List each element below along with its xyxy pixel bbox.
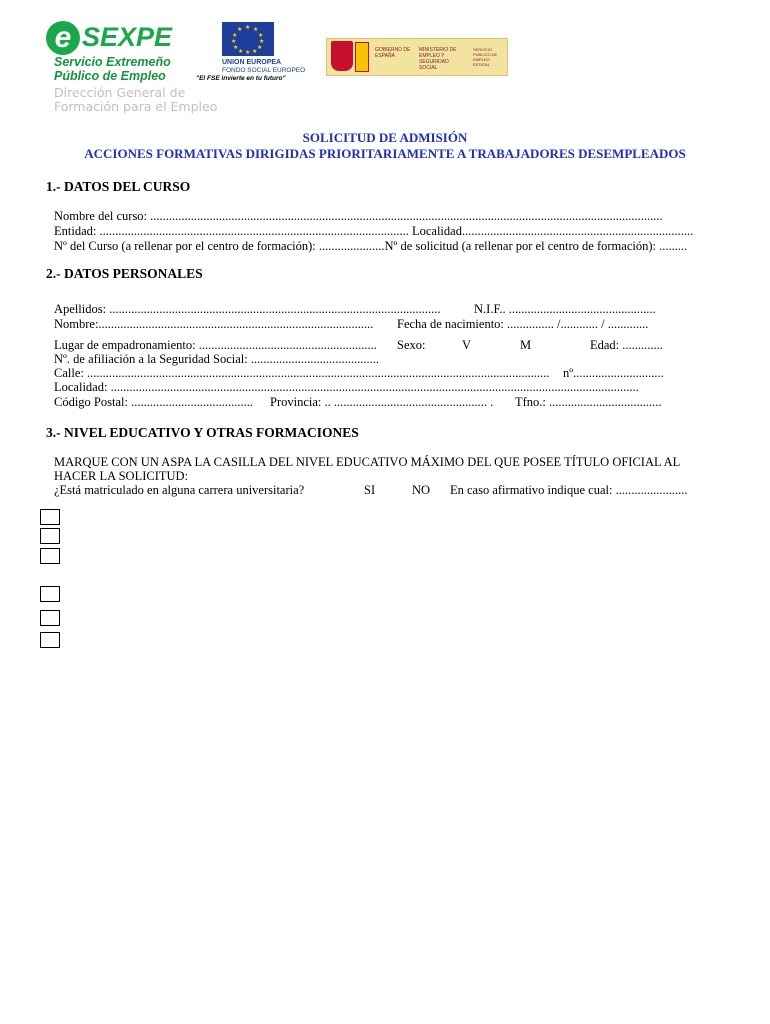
eu-label: UNION EUROPEA xyxy=(222,59,282,66)
universidad-si-option[interactable]: SI xyxy=(364,483,376,497)
universidad-no-option[interactable]: NO xyxy=(412,483,431,497)
form-title: SOLICITUD DE ADMISIÓN xyxy=(302,130,468,145)
entidad-localidad-field[interactable]: Entidad: ................................................................................................... Localidad.......................................................................... xyxy=(54,224,694,238)
fecha-nacimiento-field[interactable]: Fecha de nacimiento: ............... /............ / ............. xyxy=(397,317,649,331)
sepe-label: SERVICIO PÚBLICO DE EMPLEO ESTATAL xyxy=(473,47,498,67)
fse-label: FONDO SOCIAL EUROPEO xyxy=(222,67,306,74)
ministerio-label: MINISTERIO DE EMPLEO Y SEGURIDAD SOCIAL xyxy=(419,47,457,71)
sexpe-logo-icon: e xyxy=(46,21,80,55)
section-datos-curso-heading: 1.- DATOS DEL CURSO xyxy=(46,179,191,194)
sexpe-subtitle-1: Servicio Extremeño xyxy=(54,55,171,69)
sexpe-logo-name: SEXPE xyxy=(82,22,173,52)
eu-flag-icon: ★ ★ ★ ★ ★ ★ ★ ★ ★ ★ ★ ★ xyxy=(222,22,274,56)
apellidos-field[interactable]: Apellidos: .......................................................................................................... xyxy=(54,302,441,316)
nivel-checkbox[interactable] xyxy=(40,586,60,602)
direccion-general-line2: Formación para el Empleo xyxy=(54,99,218,114)
section-nivel-educativo-heading: 3.- NIVEL EDUCATIVO Y OTRAS FORMACIONES xyxy=(46,425,359,440)
numero-curso-solicitud-field[interactable]: Nº del Curso (a rellenar por el centro de formación): .....................Nº de solicitud (a rellenar por el centro de formación): ......... xyxy=(54,239,688,253)
section-datos-personales-heading: 2.- DATOS PERSONALES xyxy=(46,266,203,281)
universidad-cual-field[interactable]: En caso afirmativo indique cual: ....................... xyxy=(450,483,688,497)
nombre-curso-field[interactable]: Nombre del curso: .................................................................................................................................................................... xyxy=(54,209,663,223)
form-subtitle: ACCIONES FORMATIVAS DIRIGIDAS PRIORITARIAMENTE A TRABAJADORES DESEMPLEADOS xyxy=(84,146,686,161)
spain-column-icon xyxy=(355,42,369,72)
fse-slogan: "El FSE invierte en tu futuro" xyxy=(196,75,286,82)
sexo-v-option[interactable]: V xyxy=(462,338,472,352)
numero-calle-field[interactable]: nº............................. xyxy=(563,366,664,380)
instruccion-line1: MARQUE CON UN ASPA LA CASILLA DEL NIVEL EDUCATIVO MÁXIMO DEL QUE POSEE TÍTULO OFICIAL AL xyxy=(54,455,681,469)
codigo-postal-field[interactable]: Código Postal: ....................................... xyxy=(54,395,253,409)
instruccion-line2: HACER LA SOLICITUD: xyxy=(54,469,189,483)
spain-coat-of-arms-icon xyxy=(331,41,353,71)
nivel-checkbox[interactable] xyxy=(40,509,60,525)
edad-field[interactable]: Edad: ............. xyxy=(590,338,663,352)
nivel-checkbox[interactable] xyxy=(40,610,60,626)
nivel-checkbox[interactable] xyxy=(40,548,60,564)
nivel-checkbox[interactable] xyxy=(40,528,60,544)
nivel-checkbox[interactable] xyxy=(40,632,60,648)
universidad-question: ¿Está matriculado en alguna carrera universitaria? xyxy=(54,483,305,497)
sexpe-subtitle-2: Público de Empleo xyxy=(54,69,166,83)
direccion-general-line1: Dirección General de xyxy=(54,85,186,100)
lugar-empadronamiento-field[interactable]: Lugar de empadronamiento: ......................................................... xyxy=(54,338,377,352)
telefono-field[interactable]: Tfno.: .................................... xyxy=(515,395,662,409)
nombre-field[interactable]: Nombre:........................................................................................ xyxy=(54,317,374,331)
sexo-m-option[interactable]: M xyxy=(520,338,532,352)
calle-field[interactable]: Calle: .................................................................................................................................................... xyxy=(54,366,550,380)
gobierno-logo xyxy=(326,38,508,76)
provincia-field[interactable]: Provincia: .. ................................................. . xyxy=(270,395,494,409)
localidad-field[interactable]: Localidad: ......................................................................................................................................................................... xyxy=(54,380,639,394)
afiliacion-ss-field[interactable]: Nº. de afiliación a la Seguridad Social: ......................................... xyxy=(54,352,379,366)
gobierno-label: GOBIERNO DE ESPAÑA xyxy=(375,47,411,59)
sexo-label: Sexo: xyxy=(397,338,426,352)
nif-field[interactable]: N.I.F.. ............................................... xyxy=(474,302,656,316)
